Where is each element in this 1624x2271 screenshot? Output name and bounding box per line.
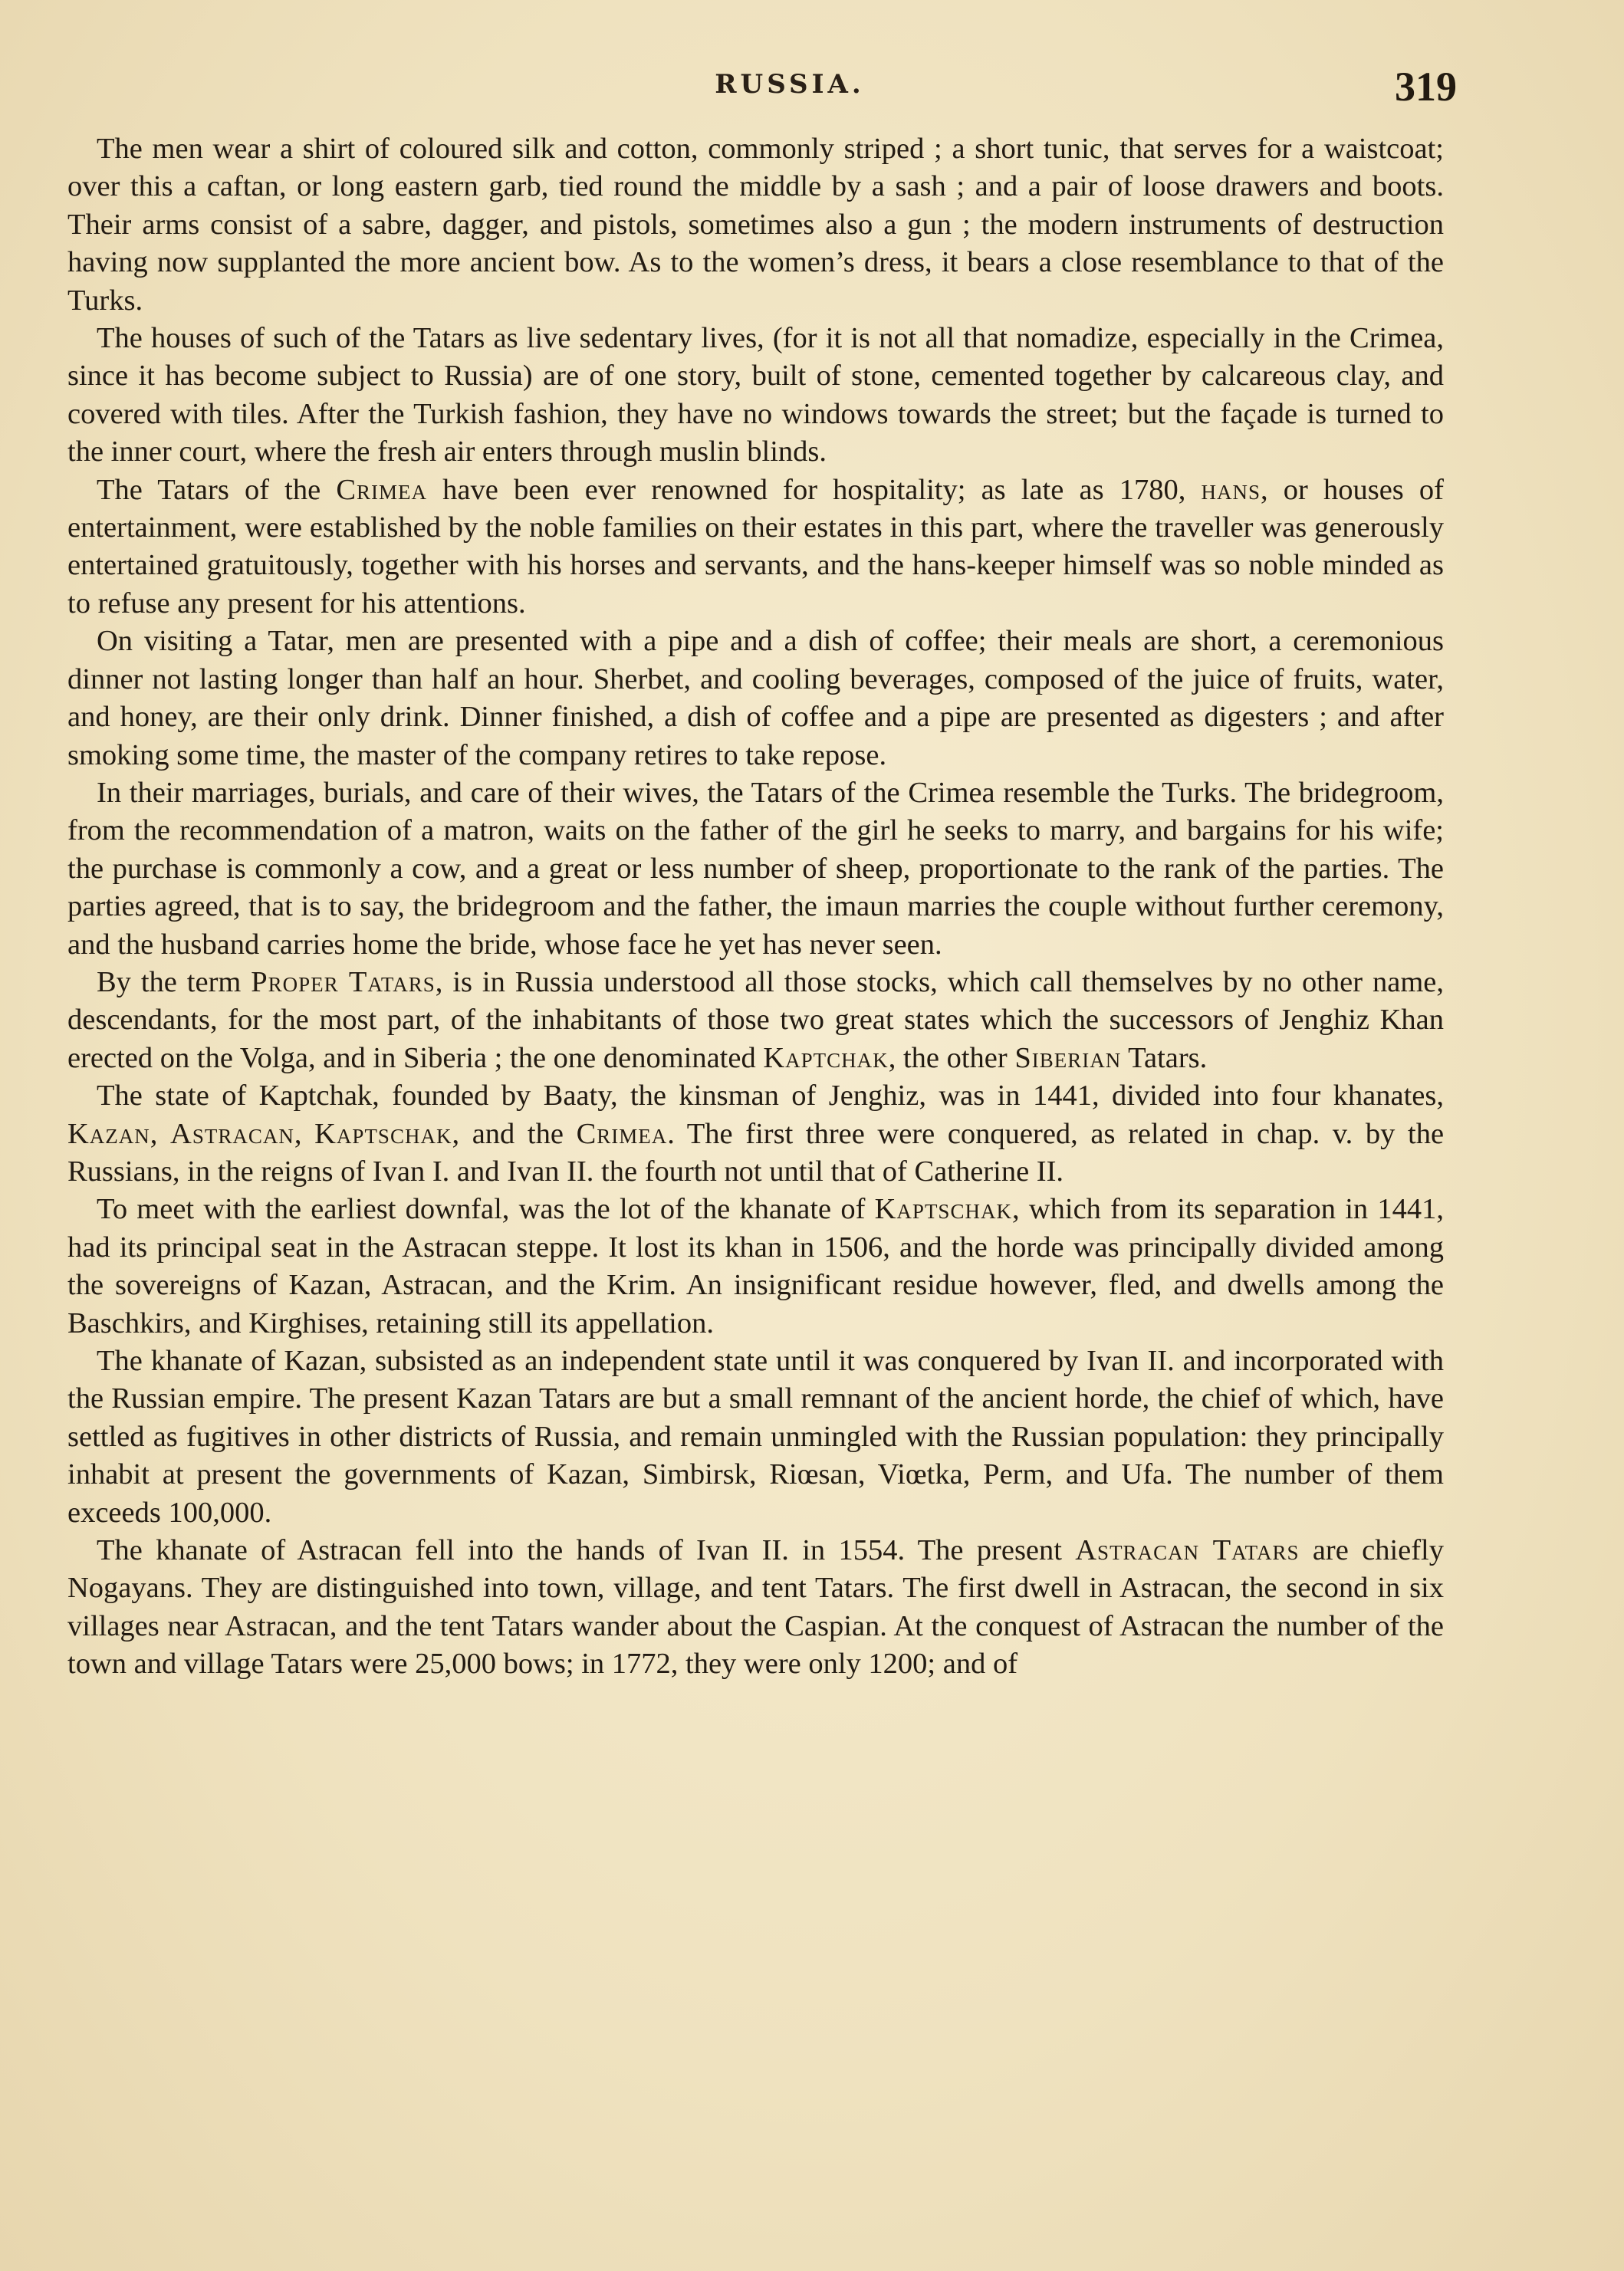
body-text (67, 130, 1444, 1684)
small-caps-term: Crimea (576, 1117, 668, 1150)
paragraph-astracan-khanate (67, 1532, 1444, 1684)
text-run: , or houses of entertainment, were established by the noble families on their estates in this part, where the traveller was generously entertained gratuitously, together with his horses and servants, and the hans-keeper himself was so noble minded as to refuse any present for his attentions. (67, 473, 1444, 620)
text-run: , is in Russia understood all those stocks, which call themselves by no other name, descendants, for the most part, of the inhabitants of those two great states which the successors of Jenghiz Khan erected on the Volga, and in Siberia ; the one denominated (67, 965, 1444, 1074)
text-run: , (294, 1117, 315, 1150)
text-run: The khanate of Kazan, subsisted as an independent state until it was conquered by Ivan II. and incorporated with the Russian empire. The present Kazan Tatars are but a small remnant of the ancient horde, the chief of which, have settled as fugitives in other districts of Russia, and remain unmingled with the Russian population: they principally inhabit at present the governments of Kazan, Simbirsk, Riœsan, Viœtka, Perm, and Ufa. The number of them exceeds 100,000. (67, 1345, 1444, 1529)
text-run: The Tatars of the (97, 473, 337, 506)
text-run: , (150, 1117, 171, 1150)
small-caps-term: Kaptchak (763, 1041, 889, 1074)
text-run: To meet with the earliest downfal, was the lot of the khanate of (97, 1193, 875, 1226)
text-run: , the other (888, 1041, 1015, 1074)
page-number: 319 (1395, 64, 1457, 110)
small-caps-term: Proper Tatars (251, 965, 436, 998)
text-run: The houses of such of the Tatars as live sedentary lives, (for it is not all that nomadize, especially in the Crimea, since it has become subject to Russia) are of one story, built of stone, cemented together by calcareous clay, and covered with tiles. After the Turkish fashion, they have no windows towards the street; but the façade is turned to the inner court, where the fresh air enters through muslin blinds. (67, 322, 1444, 468)
paragraph-tatar-dress (67, 130, 1444, 320)
small-caps-term: Astracan Tatars (1075, 1534, 1300, 1567)
text-run: have been ever renowned for hospitality; as late as 1780, (427, 473, 1202, 506)
text-run: By the term (97, 965, 251, 998)
paragraph-proper-tatars (67, 964, 1444, 1077)
text-run: On visiting a Tatar, men are presented with a pipe and a dish of coffee; their meals are short, a ceremonious dinner not lasting longer than half an hour. Sherbet, and cooling beverages, composed of the juice of fruits, water, and honey, are their only drink. Dinner finished, a dish of coffee and a pipe are presented as digesters ; and after smoking some time, the master of the company retires to take repose. (67, 625, 1444, 771)
text-run: Tatars. (1121, 1041, 1208, 1074)
text-run: The men wear a shirt of coloured silk and cotton, commonly striped ; a short tunic, that serves for a waistcoat; over this a caftan, or long eastern garb, tied round the middle by a sash ; and a pair of loose drawers and boots. Their arms consist of a sabre, dagger, and pistols, sometimes also a gun ; the modern instruments of destruction having now supplanted the more ancient bow. As to the women’s dress, it bears a close resemblance to that of the Turks. (67, 133, 1444, 317)
small-caps-term: Crimea (336, 473, 428, 506)
text-run: The khanate of Astracan fell into the hands of Ivan II. in 1554. The present (97, 1534, 1076, 1567)
text-run: . The first three were conquered, as related in chap. v. by the Russians, in the reigns of Ivan I. and Ivan II. the fourth not until that of Catherine II. (67, 1117, 1445, 1188)
paragraph-kaptschak-downfall (67, 1191, 1444, 1343)
paragraph-crimea-hospitality (67, 472, 1444, 623)
paragraph-visiting-customs (67, 623, 1444, 774)
paragraph-tatar-houses (67, 320, 1444, 472)
small-caps-term: Kaptschak (874, 1193, 1012, 1226)
text-run: , and the (452, 1117, 577, 1150)
running-head (0, 63, 1624, 117)
small-caps-term: Kazan (67, 1117, 150, 1150)
text-run: , which from its separation in 1441, had its principal seat in the Astracan steppe. It lost its khan in 1506, and the horde was principally divided among the sovereigns of Kazan, Astracan, and the Krim. An insignificant residue however, fled, and dwells among the Baschkirs, and Kirghises, retaining still its appellation. (67, 1193, 1444, 1339)
paragraph-kazan-khanate (67, 1343, 1444, 1532)
small-caps-term: Siberian (1014, 1041, 1122, 1074)
small-caps-term: hans (1201, 473, 1261, 506)
text-run: The state of Kaptchak, founded by Baaty, the kinsman of Jenghiz, was in 1441, divided into four khanates, (97, 1080, 1444, 1112)
running-head-title: RUSSIA. (715, 69, 865, 100)
paragraph-kaptchak-state (67, 1077, 1444, 1191)
text-run: In their marriages, burials, and care of their wives, the Tatars of the Crimea resemble the Turks. The bridegroom, from the recommendation of a matron, waits on the father of the girl he seeks to marry, and bargains for his wife; the purchase is commonly a cow, and a great or less number of sheep, proportionate to the rank of the parties. The parties agreed, that is to say, the bridegroom and the father, the imaun marries the couple without further ceremony, and the husband carries home the bride, whose face he yet has never seen. (67, 776, 1444, 961)
small-caps-term: Kaptschak (314, 1117, 452, 1150)
small-caps-term: Astracan (170, 1117, 294, 1150)
paragraph-marriages (67, 774, 1444, 964)
text-run: are chiefly Nogayans. They are distinguished into town, village, and tent Tatars. The first dwell in Astracan, the second in six villages near Astracan, and the tent Tatars wander about the Caspian. At the conquest of Astracan the number of the town and village Tatars were 25,000 bows; in 1772, they were only 1200; and of (67, 1534, 1444, 1681)
